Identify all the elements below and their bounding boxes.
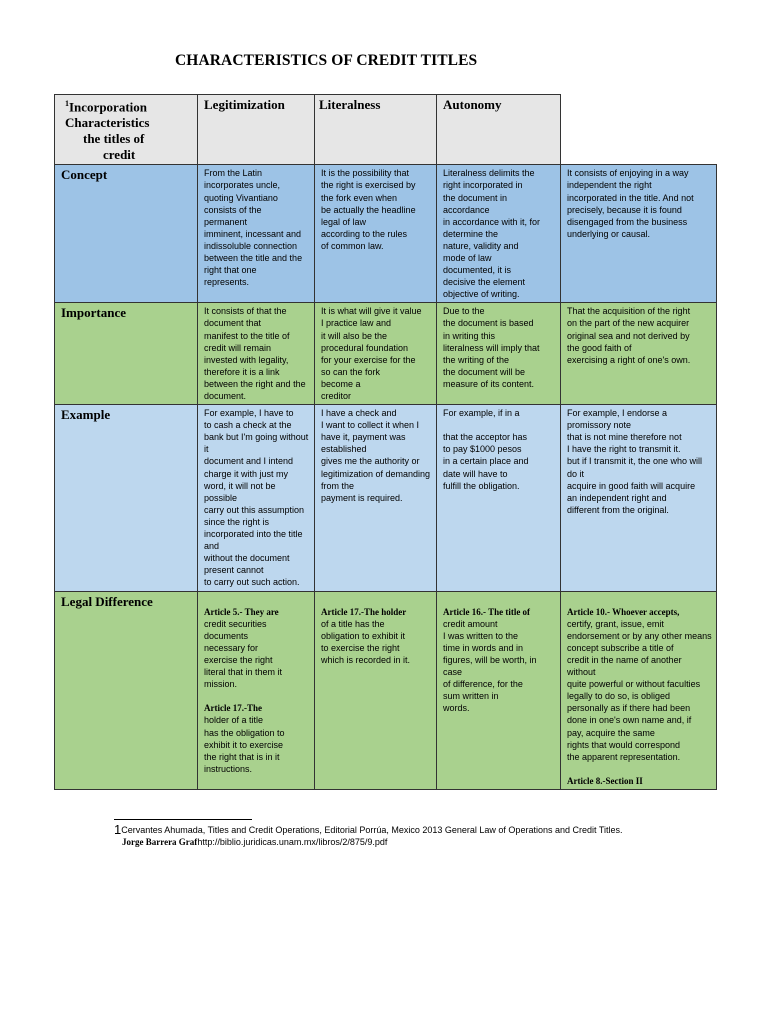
cell-example-legitimization: I have a check and I want to collect it when I have it, payment was established gives me the authority or legitimization of demanding from the payment is required. [315,405,437,591]
cell-concept-legitimization: It is the possibility that the right is exercised by the fork even when be actually the headline legal of law according to the rules of common law. [315,165,437,303]
article-10-text: certify, grant, issue, emit endorsement or by any other means concept subscribe a title of credit in the name of another without quite powerful or without faculties legally to do so, is obliged personally as if there had been done in one's own name and, if pay, acquire the same rights that would correspond the apparent representation. [567,618,712,762]
row-label-legal-difference: Legal Difference [55,591,198,790]
cell-concept-literalness: Literalness delimits the right incorporated in the document in accordance in accordance with it, for determine the nature, validity and mode of law documented, it is decisive the element objective of writing. [437,165,561,303]
footnote-separator [114,819,252,820]
row-label-concept: Concept [55,165,198,303]
article-16-text: credit amount I was written to the time in words and in figures, will be worth, in case of difference, for the sum written in words. [443,618,537,714]
cell-legal-autonomy [561,591,717,790]
article-8-heading: Article 8.-Section II [567,775,643,786]
header-legitimization: Legitimization [198,95,315,165]
header-incorporation-line1: Incorporation Characteristics [65,99,150,131]
footnote-url[interactable]: http://biblio.juridicas.unam.mx/libros/2/875/9.pdf [197,836,388,847]
header-literalness: Literalness [315,95,437,165]
cell-legal-incorporation [198,591,315,790]
cell-example-incorporation: For example, I have to to cash a check at the bank but I'm going without it document and I intend charge it with just my word, it will not be possible carry out this assumption since the right is incorporated into the title and without the document present cannot to carry out such action. [198,405,315,591]
footnote-citation: Cervantes Ahumada, Titles and Credit Operations, Editorial Porrúa, Mexico 2013 General Law of Operations and Credit Titles. [121,825,623,835]
table-row-importance [55,303,717,405]
cell-importance-incorporation: It consists of that the document that manifest to the title of credit will remain invested with legality, therefore it is a link between the right and the document. [198,303,315,405]
row-label-importance: Importance [55,303,198,405]
article-17-text: holder of a title has the obligation to exhibit it to exercise the right that is in it instructions. [204,715,285,774]
footnote-number: 1 [114,822,122,837]
row-label-example: Example [55,405,198,591]
legitimization-article-heading: Article 17.-The holder [321,606,407,617]
cell-importance-literalness: Due to the the document is based in writing this literalness will imply that the writing of the the document will be measure of its content. [437,303,561,405]
table-row-legal-difference [55,591,717,790]
header-incorporation [55,95,198,165]
cell-example-literalness: For example, if in a that the acceptor has to pay $1000 pesos in a certain place and date will have to fulfill the obligation. [437,405,561,591]
footnote [114,824,634,848]
footnote-ref: 1 [65,99,69,108]
cell-importance-legitimization: It is what will give it value I practice law and it will also be the procedural foundation for your exercise for the so can the fork become a creditor [315,303,437,405]
article-17-heading: Article 17.-The [204,703,262,714]
cell-legal-literalness [437,591,561,790]
header-incorporation-line3: credit [103,147,136,163]
cell-concept-autonomy: It consists of enjoying in a way independent the right incorporated in the title. And not precisely, because it is found disengaged from the business underlying or causal. [561,165,717,303]
header-incorporation-line2: the titles of [83,131,145,147]
table-row-example [55,405,717,591]
document-title: CHARACTERISTICS OF CREDIT TITLES [175,52,478,69]
article-10-heading: Article 10.- Whoever accepts, [567,606,680,617]
article-16-heading: Article 16.- The title of [443,606,531,617]
cell-legal-legitimization [315,591,437,790]
table-row-concept [55,165,717,303]
cell-example-autonomy: For example, I endorse a promissory note that is not mine therefore not I have the right to transmit it. but if I transmit it, the one who will do it acquire in good faith will acquire an independent right and different from the original. [561,405,717,591]
cell-importance-autonomy: That the acquisition of the right on the part of the new acquirer original sea and not derived by the good faith of exercising a right of one's own. [561,303,717,405]
header-autonomy: Autonomy [437,95,561,165]
footnote-author: Jorge Barrera Graf [122,836,198,847]
legitimization-article-text: of a title has the obligation to exhibit it to exercise the right which is recorded in it. [321,618,411,665]
characteristics-table [54,94,717,790]
article-5-text: credit securities documents necessary for exercise the right literal that in them it mission. [204,618,283,690]
table-header-row [55,95,717,165]
article-5-heading: Article 5.- They are [204,606,279,617]
cell-concept-incorporation: From the Latin incorporates uncle, quoting Vivantiano consists of the permanent imminent, incessant and indissoluble connection between the title and the right that one represents. [198,165,315,303]
